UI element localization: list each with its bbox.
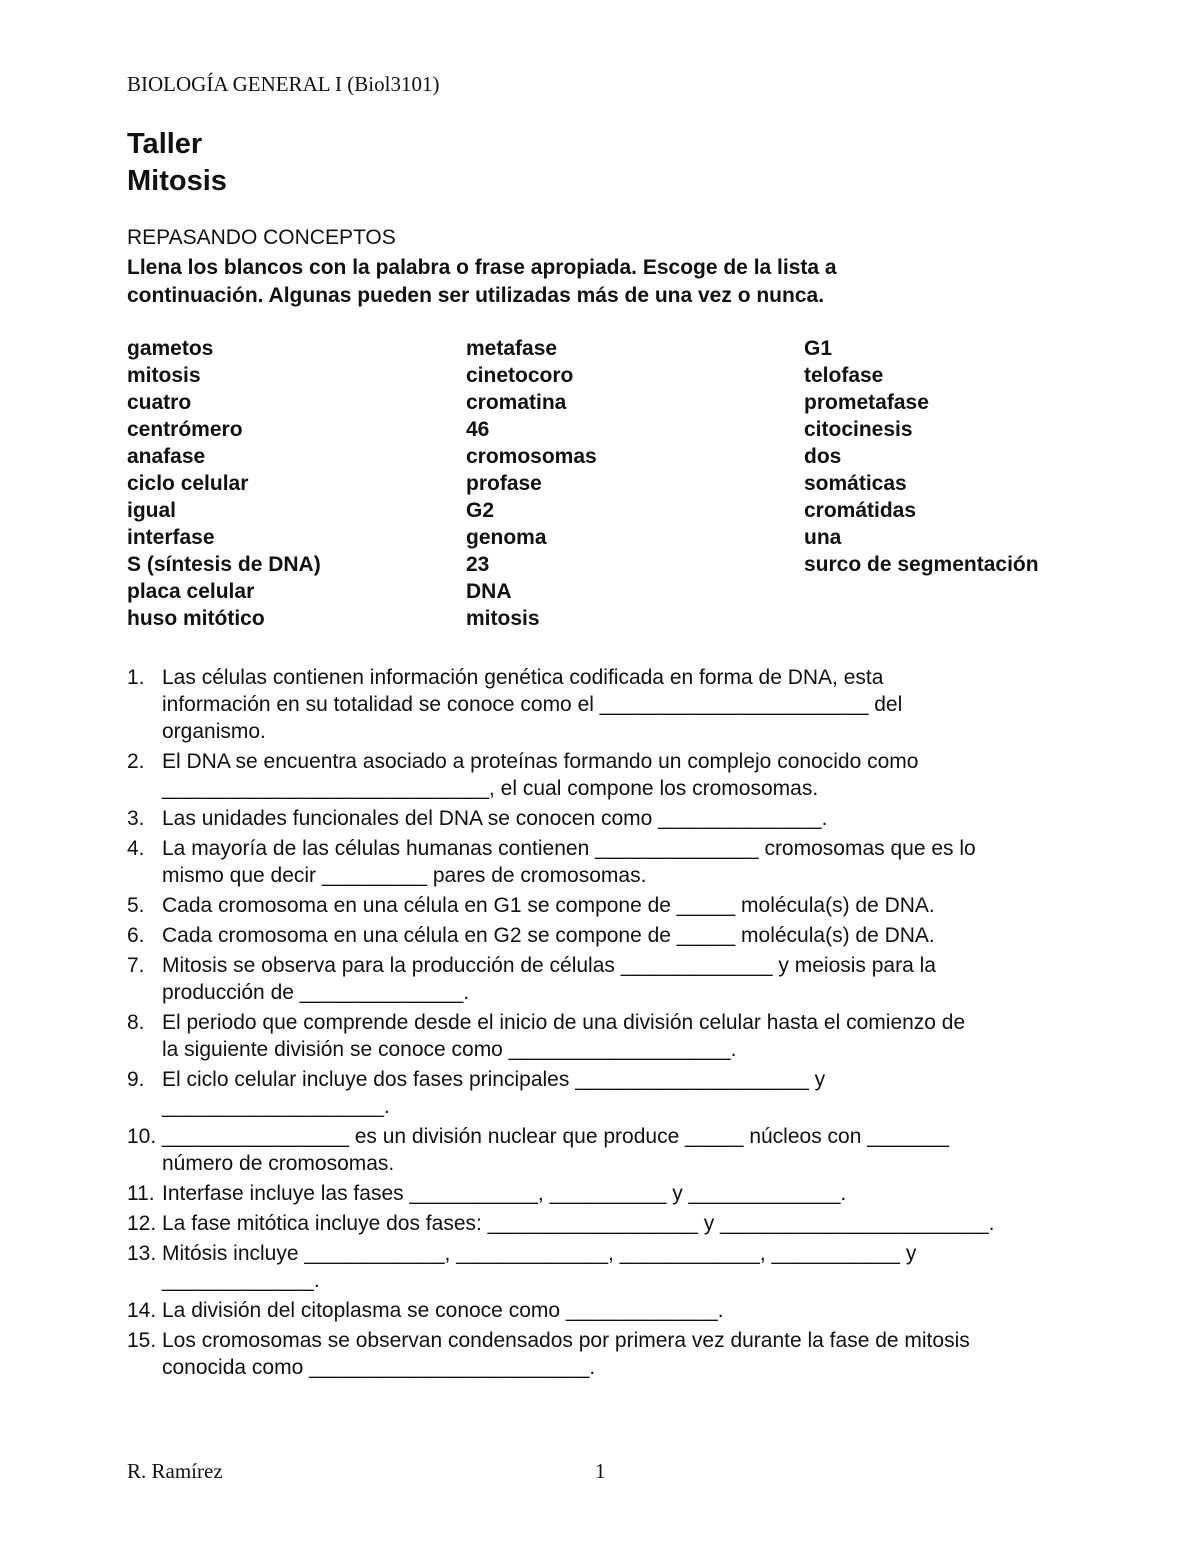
word-bank-item: centrómero bbox=[127, 418, 243, 441]
question-item bbox=[127, 892, 1087, 919]
word-bank-item: ciclo celular bbox=[127, 472, 249, 495]
word-bank-column-2 bbox=[466, 335, 597, 632]
instructions bbox=[127, 254, 1077, 310]
word-bank-item: telofase bbox=[804, 364, 884, 387]
question-item bbox=[127, 1327, 1087, 1381]
word-bank-item: anafase bbox=[127, 445, 206, 468]
question-text-line: mismo que decir _________ pares de cromosomas. bbox=[162, 864, 647, 887]
question-item bbox=[127, 835, 1087, 889]
question-text-line: Los cromosomas se observan condensados por primera vez durante la fase de mitosis bbox=[162, 1329, 970, 1352]
word-bank-item: huso mitótico bbox=[127, 607, 265, 630]
question-number: 13. bbox=[127, 1242, 157, 1265]
word-bank-item: 46 bbox=[466, 418, 490, 441]
word-bank-item: dos bbox=[804, 445, 842, 468]
question-list bbox=[127, 664, 1087, 1384]
word-bank-item: prometafase bbox=[804, 391, 929, 414]
question-text-line: _____________. bbox=[162, 1269, 320, 1292]
question-item bbox=[127, 1297, 1087, 1324]
question-item bbox=[127, 805, 1087, 832]
question-text-line: El DNA se encuentra asociado a proteínas formando un complejo conocido como bbox=[162, 750, 919, 773]
question-text-line: Cada cromosoma en una célula en G2 se compone de _____ molécula(s) de DNA. bbox=[162, 924, 935, 947]
title-line-2: Mitosis bbox=[127, 165, 227, 197]
question-number: 2. bbox=[127, 750, 145, 773]
question-text-line: Mitósis incluye ____________, _____________, ____________, ___________ y bbox=[162, 1242, 917, 1265]
question-number: 11. bbox=[127, 1182, 155, 1205]
question-text-line: número de cromosomas. bbox=[162, 1152, 395, 1175]
question-item bbox=[127, 1066, 1087, 1120]
word-bank-item: surco de segmentación bbox=[804, 553, 1039, 576]
question-text-line: Las células contienen información genética codificada en forma de DNA, esta bbox=[162, 666, 884, 689]
page-number: 1 bbox=[595, 1459, 606, 1483]
question-item bbox=[127, 664, 1087, 745]
question-number: 10. bbox=[127, 1125, 157, 1148]
question-number: 14. bbox=[127, 1299, 157, 1322]
question-text-line: producción de ______________. bbox=[162, 981, 470, 1004]
section-heading: REPASANDO CONCEPTOS bbox=[127, 226, 396, 249]
question-item bbox=[127, 748, 1087, 802]
question-text-line: información en su totalidad se conoce como el _______________________ del bbox=[162, 693, 903, 716]
question-text-line: Interfase incluye las fases ___________, __________ y _____________. bbox=[162, 1182, 847, 1205]
question-number: 15. bbox=[127, 1329, 157, 1352]
question-number: 12. bbox=[127, 1212, 157, 1235]
word-bank-item: metafase bbox=[466, 337, 558, 360]
question-item bbox=[127, 1123, 1087, 1177]
question-text-line: organismo. bbox=[162, 720, 266, 743]
word-bank-item: G1 bbox=[804, 337, 833, 360]
word-bank-item: citocinesis bbox=[804, 418, 913, 441]
question-item bbox=[127, 1210, 1087, 1237]
question-item bbox=[127, 952, 1087, 1006]
question-item bbox=[127, 922, 1087, 949]
question-item bbox=[127, 1009, 1087, 1063]
question-text-line: Cada cromosoma en una célula en G1 se compone de _____ molécula(s) de DNA. bbox=[162, 894, 935, 917]
word-bank-item: placa celular bbox=[127, 580, 255, 603]
question-number: 9. bbox=[127, 1068, 145, 1091]
question-text-line: El ciclo celular incluye dos fases principales ____________________ y bbox=[162, 1068, 826, 1091]
word-bank-item: gametos bbox=[127, 337, 214, 360]
word-bank-item: G2 bbox=[466, 499, 495, 522]
question-text-line: La mayoría de las células humanas contienen ______________ cromosomas que es lo bbox=[162, 837, 976, 860]
question-text-line: La fase mitótica incluye dos fases: __________________ y _______________________. bbox=[162, 1212, 995, 1235]
word-bank-item: mitosis bbox=[127, 364, 201, 387]
question-number: 3. bbox=[127, 807, 145, 830]
word-bank-item: genoma bbox=[466, 526, 547, 549]
question-number: 7. bbox=[127, 954, 145, 977]
word-bank-item: DNA bbox=[466, 580, 512, 603]
word-bank-column-3 bbox=[804, 335, 1039, 578]
question-text-line: Las unidades funcionales del DNA se conocen como ______________. bbox=[162, 807, 828, 830]
instructions-line: Llena los blancos con la palabra o frase apropiada. Escoge de la lista a bbox=[127, 256, 837, 279]
word-bank-item: 23 bbox=[466, 553, 490, 576]
question-text-line: Mitosis se observa para la producción de células _____________ y meiosis para la bbox=[162, 954, 936, 977]
title-line-1: Taller bbox=[127, 128, 203, 160]
word-bank-item: cinetocoro bbox=[466, 364, 574, 387]
question-text-line: La división del citoplasma se conoce como _____________. bbox=[162, 1299, 724, 1322]
question-number: 5. bbox=[127, 894, 145, 917]
question-item bbox=[127, 1180, 1087, 1207]
question-text-line: conocida como ________________________. bbox=[162, 1356, 596, 1379]
instructions-line: continuación. Algunas pueden ser utilizadas más de una vez o nunca. bbox=[127, 284, 825, 307]
word-bank-column-1 bbox=[127, 335, 321, 632]
word-bank-item: una bbox=[804, 526, 842, 549]
word-bank-item: cromatina bbox=[466, 391, 567, 414]
word-bank-item: profase bbox=[466, 472, 542, 495]
question-text-line: ________________ es un división nuclear que produce _____ núcleos con _______ bbox=[162, 1125, 949, 1148]
question-number: 1. bbox=[127, 666, 145, 689]
question-item bbox=[127, 1240, 1087, 1294]
word-bank-item: cromosomas bbox=[466, 445, 597, 468]
question-number: 8. bbox=[127, 1011, 145, 1034]
word-bank-item: mitosis bbox=[466, 607, 540, 630]
word-bank-item: interfase bbox=[127, 526, 215, 549]
word-bank-item: cromátidas bbox=[804, 499, 917, 522]
word-bank-item: igual bbox=[127, 499, 177, 522]
question-text-line: ____________________________, el cual compone los cromosomas. bbox=[162, 777, 819, 800]
question-number: 6. bbox=[127, 924, 145, 947]
word-bank-item: cuatro bbox=[127, 391, 192, 414]
word-bank-item: S (síntesis de DNA) bbox=[127, 553, 321, 576]
question-text-line: El periodo que comprende desde el inicio de una división celular hasta el comienzo de bbox=[162, 1011, 966, 1034]
question-number: 4. bbox=[127, 837, 145, 860]
word-bank-item: somáticas bbox=[804, 472, 907, 495]
question-text-line: ___________________. bbox=[162, 1095, 390, 1118]
question-text-line: la siguiente división se conoce como ___________________. bbox=[162, 1038, 737, 1061]
course-header: BIOLOGÍA GENERAL I (Biol3101) bbox=[127, 72, 440, 96]
footer-author: R. Ramírez bbox=[127, 1459, 223, 1483]
